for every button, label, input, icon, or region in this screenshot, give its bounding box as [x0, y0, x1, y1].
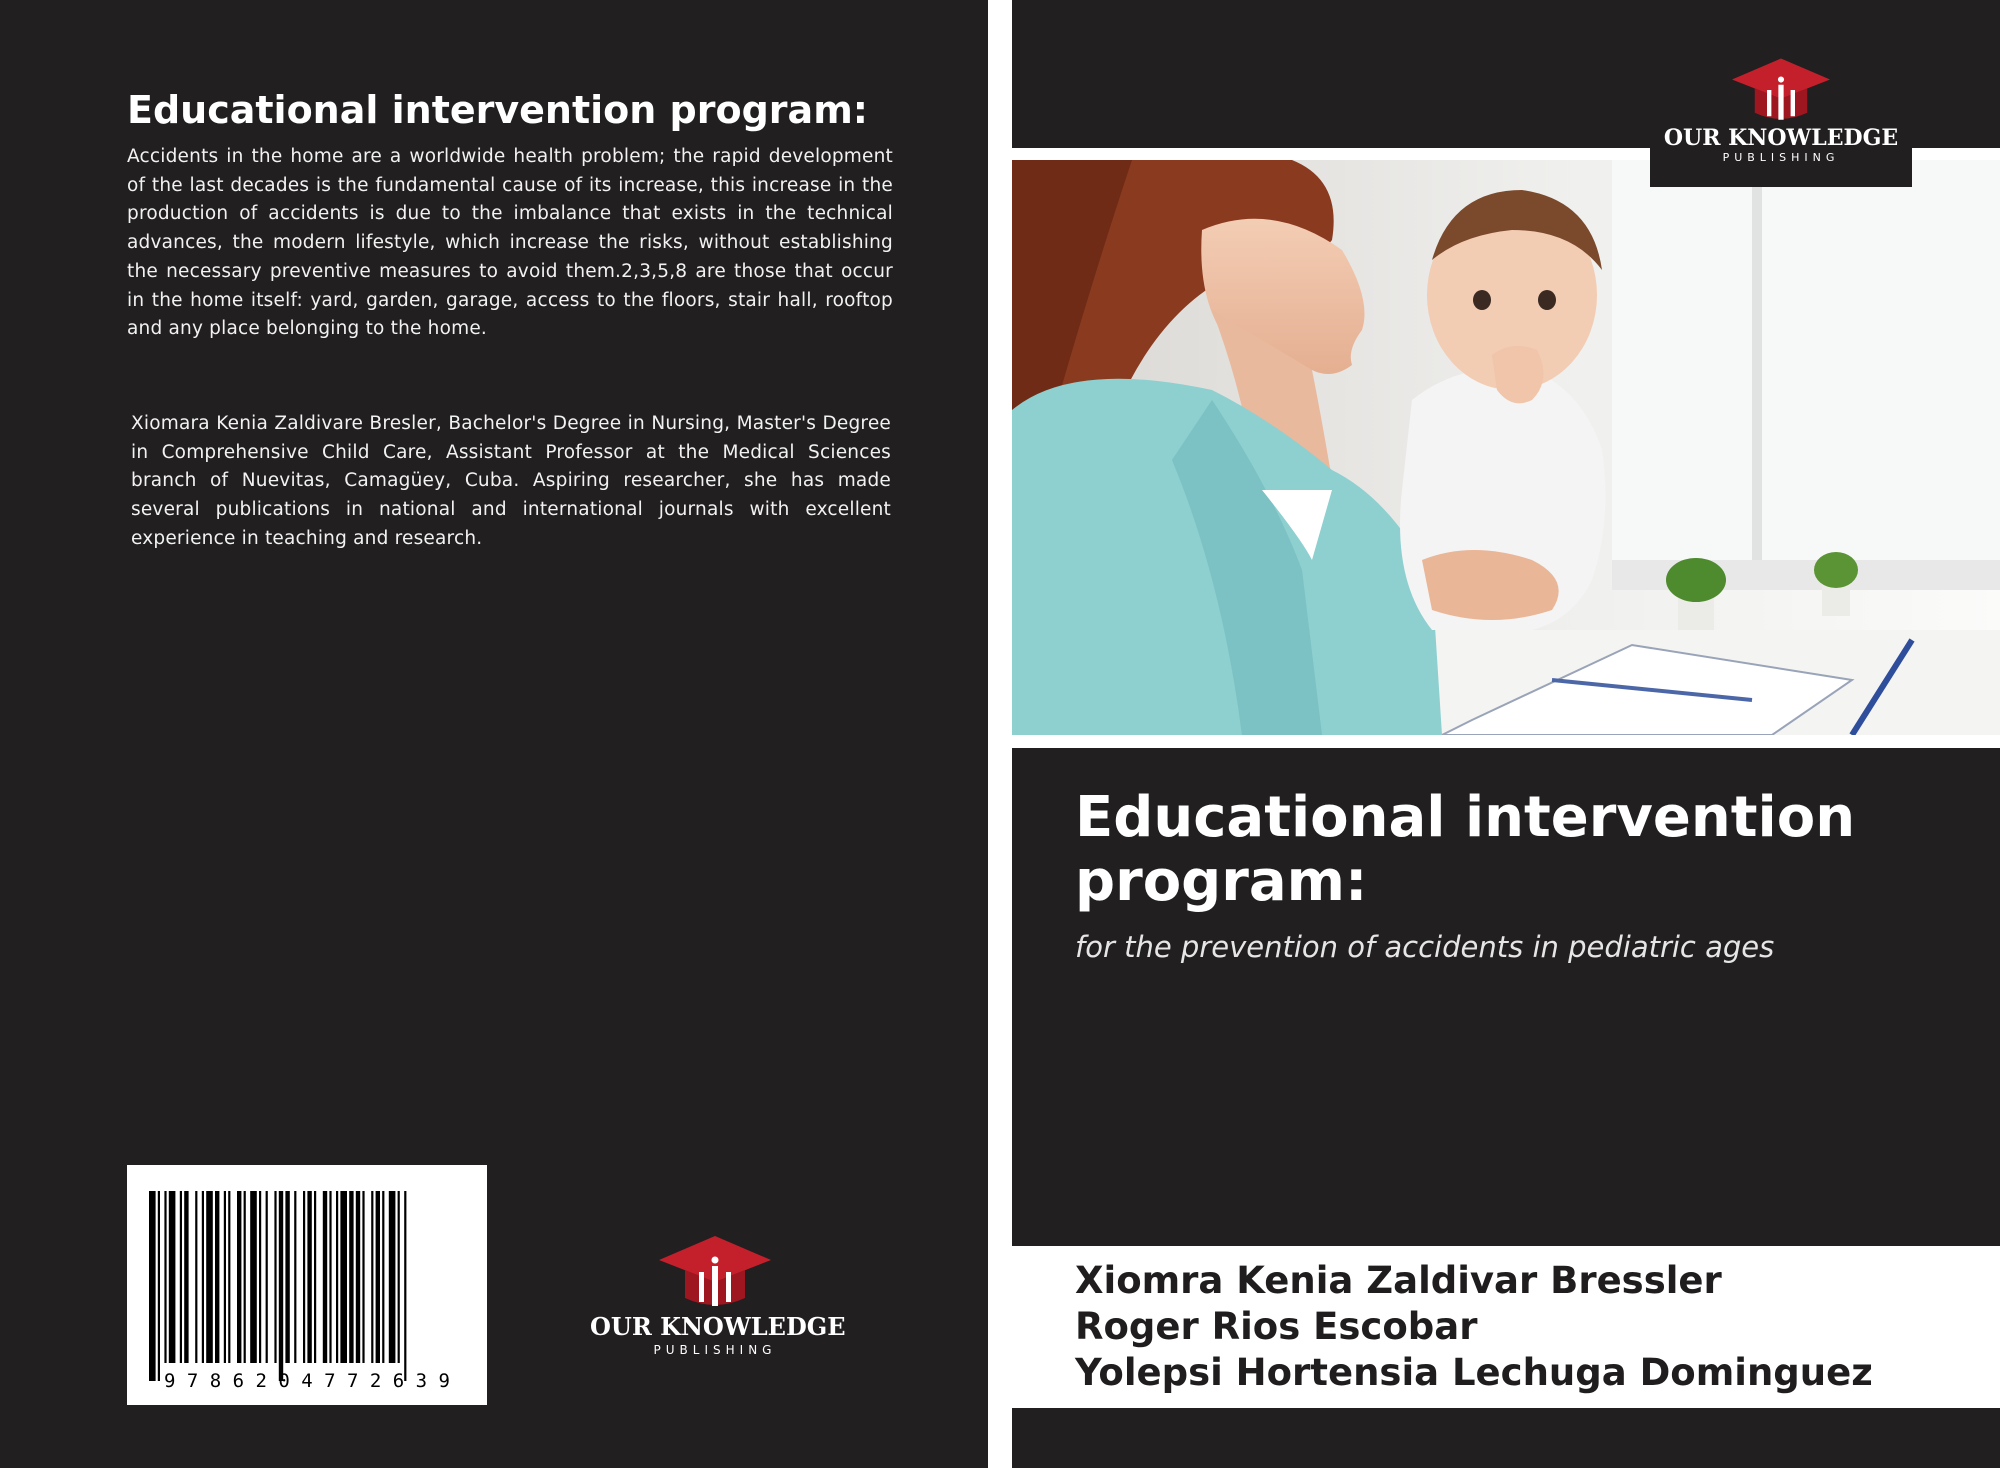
barcode-icon: [127, 1165, 487, 1405]
back-cover-blurb: Accidents in the home are a worldwide health problem; the rapid development of the last decades is the fundamental cause of its increase, this increase in the production of accidents is due to the imbalance that exists in the technical advances, the modern lifestyle, which increase the risks, without establishing the necessary preventive measures to avoid them.2,3,5,8 are those that occur in the home itself: yard, garden, garage, access to the floors, stair hall, rooftop and any place belonging to the home.: [127, 146, 893, 340]
publisher-subtitle: PUBLISHING: [1722, 151, 1840, 164]
front-cover-bottom-band: [1012, 1408, 2000, 1468]
author-list: [1075, 1258, 1975, 1396]
publisher-logo-back: [590, 1232, 846, 1358]
author-name: Xiomra Kenia Zaldivar Bressler: [1075, 1259, 1722, 1302]
publisher-name: OUR KNOWLEDGE: [1663, 125, 1899, 151]
publisher-name: OUR KNOWLEDGE: [590, 1312, 846, 1341]
publisher-subtitle: PUBLISHING: [653, 1343, 777, 1357]
isbn-number: 9 7 8 6 2 0 4 7 7 2 6 3 9: [164, 1370, 450, 1392]
author-bio: Xiomara Kenia Zaldivare Bresler, Bachelor's Degree in Nursing, Master's Degree in Comprehensive Child Care, Assistant Professor at the Medical Sciences branch of Nuevitas, Camagüey, Cuba. Aspiring researcher, she has made several publications in national and international journals with excellent experience in teaching and research.: [131, 413, 891, 549]
author-name: Roger Rios Escobar: [1075, 1305, 1478, 1348]
mother-holding-baby-photo: [1012, 160, 2000, 735]
book-subtitle: for the prevention of accidents in pediatric ages: [1075, 930, 1775, 964]
author-name: Yolepsi Hortensia Lechuga Dominguez: [1075, 1351, 1873, 1394]
book-title: Educational intervention program:: [1075, 785, 1856, 914]
graduation-cap-icon: [655, 1232, 775, 1312]
isbn-barcode: [127, 1165, 487, 1405]
back-cover-heading: Educational intervention program:: [127, 88, 868, 132]
graduation-cap-icon: [1726, 55, 1836, 125]
photo-illustration: [1012, 160, 2000, 735]
publisher-logo-front: [1650, 0, 1912, 187]
